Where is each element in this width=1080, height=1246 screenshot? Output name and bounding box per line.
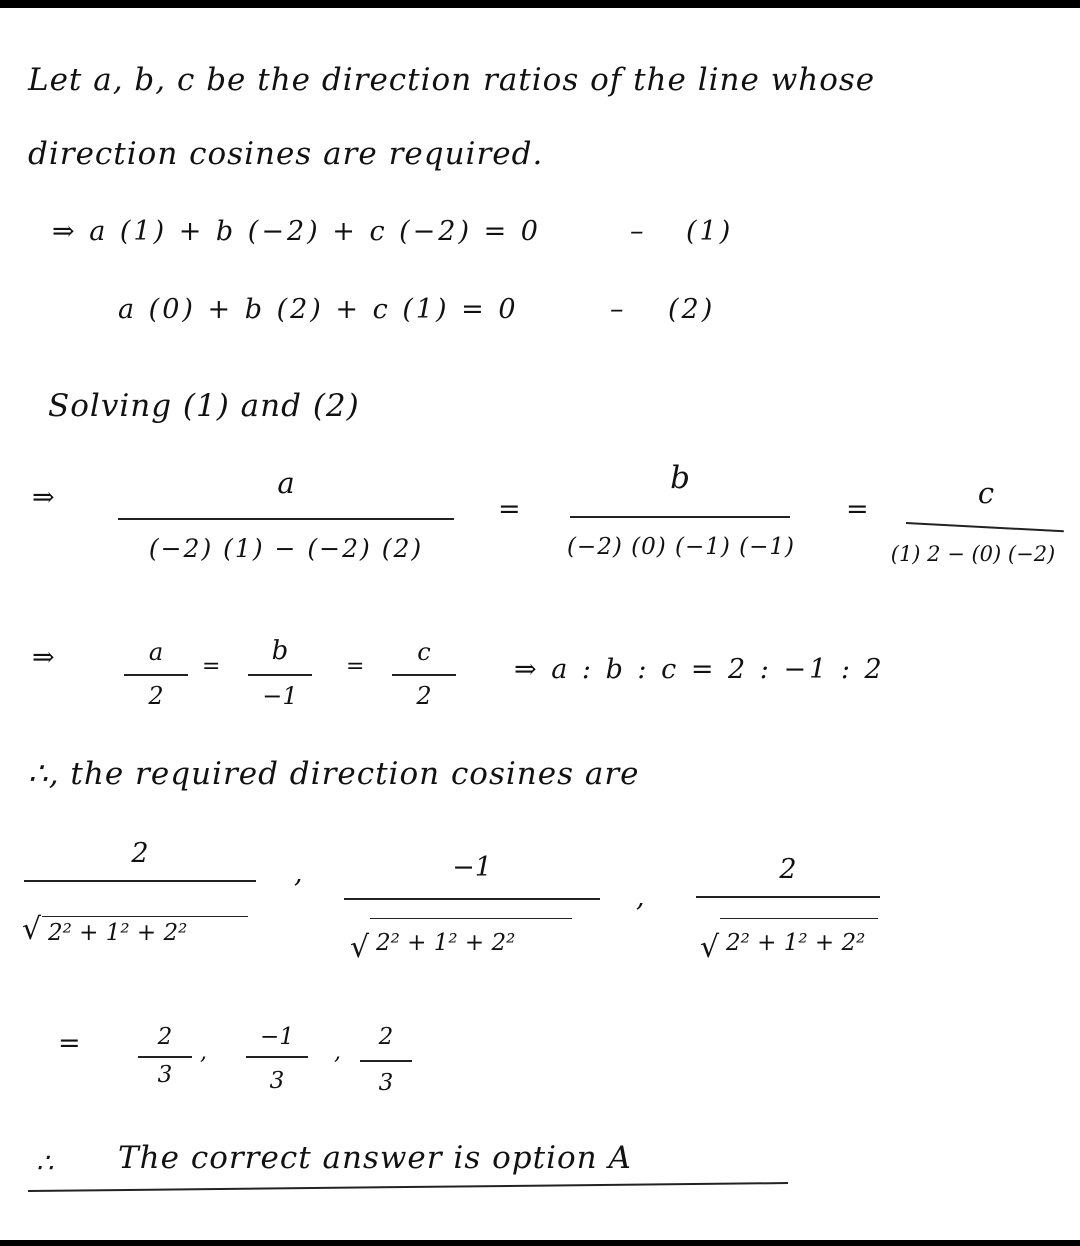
ratio-b-num: b bbox=[271, 636, 289, 666]
ratio-c-den: 2 bbox=[416, 682, 432, 710]
radical-3-icon: √ bbox=[700, 930, 720, 965]
cosine-3-bar bbox=[696, 896, 880, 898]
equation-1-tag: (1) bbox=[686, 216, 734, 247]
solving-label: Solving (1) and (2) bbox=[48, 388, 360, 424]
final-1-den: 3 bbox=[157, 1062, 173, 1088]
ratio-a-bar bbox=[124, 674, 188, 676]
cross-num-c: c bbox=[977, 476, 995, 510]
final-comma-2: , bbox=[334, 1040, 344, 1065]
equation-2-tag: (2) bbox=[668, 294, 716, 325]
final-1-num: 2 bbox=[157, 1024, 173, 1050]
cosine-1-den: 2² + 1² + 2² bbox=[48, 920, 188, 946]
ratio-a-den: 2 bbox=[148, 682, 164, 710]
ratio-c-num: c bbox=[417, 638, 431, 666]
cross-fraction-bar-c bbox=[906, 522, 1064, 532]
ratio-arrow: ⇒ bbox=[32, 642, 58, 673]
radical-1-vinculum bbox=[42, 916, 248, 917]
cross-num-b: b bbox=[670, 460, 690, 496]
cosine-2-den: 2² + 1² + 2² bbox=[376, 930, 516, 956]
cross-den-c: (1) 2 − (0) (−2) bbox=[890, 542, 1056, 566]
cross-den-b: (−2) (0) (−1) (−1) bbox=[566, 534, 796, 560]
cosine-3-den: 2² + 1² + 2² bbox=[726, 930, 866, 956]
cosine-2-num: −1 bbox=[452, 852, 492, 883]
answer-underline bbox=[28, 1182, 788, 1192]
cosine-comma-2: , bbox=[636, 882, 648, 913]
cross-arrow: ⇒ bbox=[32, 482, 58, 513]
final-comma-1: , bbox=[200, 1040, 210, 1065]
equation-2-dash: – bbox=[610, 294, 627, 325]
cross-num-a: a bbox=[277, 466, 295, 500]
cosine-comma-1: , bbox=[294, 858, 306, 889]
final-2-den: 3 bbox=[269, 1068, 285, 1094]
cosine-1-num: 2 bbox=[131, 838, 149, 869]
equation-1: ⇒ a (1) + b (−2) + c (−2) = 0 bbox=[52, 216, 541, 247]
intro-line-1: Let a, b, c be the direction ratios of the line whose bbox=[28, 62, 876, 98]
cross-den-a: (−2) (1) − (−2) (2) bbox=[148, 534, 424, 563]
equation-1-dash: – bbox=[630, 216, 647, 247]
ratio-equals-1: = bbox=[202, 654, 224, 679]
final-2-num: −1 bbox=[260, 1024, 294, 1050]
final-1-bar bbox=[138, 1056, 192, 1058]
final-3-num: 2 bbox=[378, 1024, 394, 1050]
cosine-3-num: 2 bbox=[779, 854, 797, 885]
ratio-result: ⇒ a : b : c = 2 : −1 : 2 bbox=[514, 654, 885, 685]
final-2-bar bbox=[246, 1056, 308, 1058]
final-3-bar bbox=[360, 1060, 412, 1062]
bottom-border bbox=[0, 1240, 1080, 1246]
ratio-c-bar bbox=[392, 674, 456, 676]
ratio-a-num: a bbox=[148, 638, 164, 666]
intro-line-2: direction cosines are required. bbox=[28, 136, 544, 172]
radical-3-vinculum bbox=[720, 918, 878, 919]
final-equals: = bbox=[58, 1028, 84, 1059]
ratio-b-den: −1 bbox=[262, 682, 298, 710]
cosine-2-bar bbox=[344, 898, 600, 900]
therefore-statement: ∴, the required direction cosines are bbox=[28, 756, 640, 792]
answer-therefore: ∴ bbox=[36, 1148, 57, 1179]
radical-2-icon: √ bbox=[350, 930, 370, 965]
cross-equals-1: = bbox=[498, 494, 524, 525]
cross-fraction-bar-a bbox=[118, 518, 454, 520]
final-3-den: 3 bbox=[378, 1070, 394, 1096]
answer-text: The correct answer is option A bbox=[118, 1140, 632, 1176]
top-border bbox=[0, 0, 1080, 8]
cross-fraction-bar-b bbox=[570, 516, 790, 518]
cross-equals-2: = bbox=[846, 494, 872, 525]
radical-2-vinculum bbox=[370, 918, 572, 919]
radical-1-icon: √ bbox=[22, 912, 42, 947]
cosine-1-bar bbox=[24, 880, 256, 882]
ratio-b-bar bbox=[248, 674, 312, 676]
ratio-equals-2: = bbox=[346, 654, 368, 679]
equation-2: a (0) + b (2) + c (1) = 0 bbox=[118, 294, 519, 325]
